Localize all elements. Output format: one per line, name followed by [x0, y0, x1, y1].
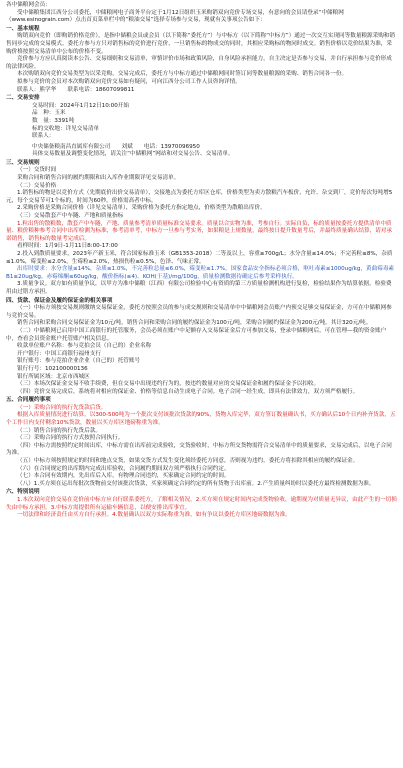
paragraph: （七）本合同有效期内，先出库后入库，有物理合同违约，买家确定合同约定的时间。 [17, 473, 230, 480]
paragraph: 一切法律和经济责任由买方自行承担。4.数量确认以双方实际称重为准，如有争议以委托方库区地磅数据为准。 [17, 512, 291, 519]
paragraph: 联系人： [32, 133, 55, 140]
paragraph: 交易时间：2024年1月12日10:00开始 [32, 102, 129, 109]
paragraph: 标的交收地：详见交易清单 [32, 125, 100, 132]
paragraph: 本次购销双向竞价交易类型为以采竞购，交易完成后，委托方与中标方通过中储粮网同时签订同等数量粮源的采购、销售合同各一份。 [17, 71, 348, 78]
section-heading: 五、合同履约事项 [6, 397, 51, 404]
paragraph: 2.投入到散质量要求，2023年产新玉米，符合国家标准玉米（GB1353-2018）二等及以上，容重≥700g/L；水分含量≤14.0%；不完善粒≤8%，杂质≤1.0%，霉变粒≤2.0%，生霉粒≤2.0%，热损伤粒≤0.5%，色泽、气味正常。 [6, 251, 393, 265]
section-heading: 六、特别说明 [6, 489, 40, 496]
paragraph: （三）采购合同的执行方式按照合同执行。 [17, 435, 124, 442]
paragraph: 开户银行：中国工商银行福州支行 [17, 350, 101, 357]
paragraph: （六）在合同规定的出库期内完成出库验收，合同履约期间双方须严格执行合同约定。 [17, 465, 230, 472]
section-heading: 一、基本规程 [6, 25, 40, 32]
paragraph: （二）交易价格 [17, 182, 57, 189]
paragraph: （三）本场次保证金交易不收手续费，但在交易中出现违约行为的，按违约数量对应的交易保证金和履约保证金予以扣收。 [17, 381, 320, 388]
paragraph: 收款单位账户名称：参与竞拍会员（自己的）企业名称 [17, 343, 152, 350]
paragraph: （一）中标方须按交易规则缴纳交易保证金，委托方按照会员的参与成交规则和交易清单中中储粮网会员账户内预交足够交易保证金，方可在中储粮网参与竞价交易。 [6, 305, 392, 319]
paragraph: 1.粒出售的散粮数，散套产中车隧，产地、质量参考清单质量标准交易要求。质量以合实物为准，考参自行。实际自负，标的质量按委托方提供清单中质量、粮价粮种参考合同中出库检测为标准，参考清单考，中标方一旦参与考实务，如果粮是上规数量，最终按日提升数量考后，并最终质量确认结算，请对承诺销售，销售标的数量考完成后。 [6, 220, 392, 242]
paragraph: （八）1.买方须在运出每批次货物前交付该批次货款，买家须确定合同约定的所有货物于出库前。2.产生质量纠纷时以委托方最终检测数据为准。 [17, 480, 375, 487]
paragraph: 竞价参与方应认真阅读本公告、交易细则和交易清单，审慎评价市场和政策风险，自身风险承担能力，自主决定是否参与交易，并自行承担参与竞价形成的法律风险。 [6, 56, 392, 70]
section-heading: 二、交易安排 [6, 95, 40, 102]
paragraph: 数 量：3391吨 [32, 117, 75, 124]
paragraph: 1.销售标的物是以竞价方式（先期底价出价交易清单），交接地点为委托方库区仓库，价格类型为卖方散粮汽车板价，允许、杂交到厂，竞价每次每吨增5元，每个交易节可1个标的，时间为60秒，价格需高者中标。 [6, 190, 393, 204]
paragraph: 中央储备粮南昌直属库有限公司 刘斌 电话：13970096950 [32, 143, 200, 150]
paragraph: 拟参与竞价的会员对本次购销双向竞价交易如有疑问，可向江西分公司工作人员咨询详情。 [17, 78, 241, 85]
paragraph: 具体交易数量及调整变化情况，请关注“中储粮网”网站和对交易公告、交易清单。 [32, 151, 234, 158]
paragraph: （五）中标方须按照规定的时间和地点交货，如果交货方式发生变化须经委托方同意，否则视为违约，委托方将扣除其相应的履约保证金。 [17, 458, 359, 465]
paragraph: 2.采购价格是采购合同价格（详见交易清单），采购价格为委托方指定地点，价格类型为散粮出库价。 [17, 205, 266, 212]
paragraph: 品 种：玉米 [32, 110, 66, 117]
section-heading: 三、交易规则 [6, 159, 40, 166]
paragraph: （四）竞价交易完成后，系统将对相应的保证金、价格等信息自动生成电子合同。电子合同一经生成，即具有法律效力，双方须严格履行。 [17, 388, 359, 395]
paragraph: （四）中标方需按照约定时间出库，中标方需在出库前完成验收，交货验收时，中标方所交货物需符合交易清单中的质量要求，交易完成后，以电子合同为准。 [6, 442, 392, 457]
paragraph: 根据入库质量情况进行结算，以300-500吨为一个批次支付该批次货款的90%，货物入库完毕，双方签订数量确认书，买方确认后10个日内补齐货款，五个工作日内支付剩余10%货款，数量以买方库区地磅称重为准。 [6, 412, 396, 427]
section-heading: 四、货款、保证金及履约保证金的相关事项 [6, 297, 113, 304]
paragraph: 受中储粮集团江西分公司委托，中储粮网电子商务平台定于1月12日组织玉米购销双向竞价专场交易，有意向的会员请登录“中储粮网（www.esinograin.com）点击首页菜单栏中的“粮油交易”选择专场参与交易，现就有关事项公告如下： [6, 9, 344, 24]
paragraph: 各中储粮网会员： [6, 2, 51, 8]
paragraph: 银行账号：参与竞拍企业企业（自己的）托管账号 [17, 358, 141, 365]
paragraph: 3.质量争议。双方如有质量争议，以甲方为准中储粮（江西）有限公司检验中心有资质的第三方质量检测机构进行复检，检验结果作为结算依据，检验费用由过错方承担。 [6, 281, 392, 295]
paragraph: （一）交货时间 [17, 167, 57, 174]
paragraph: （二）中储粮网已启用中国工商银行的托管服务，会员必须在账户中足额存入交易保证金后方可参加交易，登录中储粮网后，可在管理—我的资金账户中，查看会员资金账户托管账户相关信息。 [6, 327, 387, 342]
paragraph: （一）采购合同的执行先货款后货。 [17, 404, 107, 411]
paragraph: 银行行号：102100000136 [17, 365, 88, 372]
paragraph: 出库时要求：水分含量≤14%，杂质≤1.0%，不完善粒总量≤6.0%，霉变粒≤1.7%，国家食品安全指标必须合格，呕吐毒素≤1000ug/kg，黄曲霉毒素B1≤20ug/kg，赤霉烯酮≤60ug/kg，酸价指标(≤4)、KOH(干基)/mg/100g，质量检测数据待确定后参考采样执行。 [6, 266, 395, 280]
paragraph: 销售合同和采购合同交易保证金为10元/吨，销售合同和采购合同的履约保证金为100元/吨，采购合同履约保证金为200元/吨。其计320元/吨。 [17, 320, 372, 327]
paragraph: 购销双向竞价（即购销价格竞价），是指中储粮会员或会员（以下简称“委托方”）与中标方（以下简称“中标方”）通过一次交互实现同等数量粮源采购和销售同步完成的交易模式。委托方参与方只对销售标的竞价进行竞价，一旦销售标的物成交的同时，其相应采购标的物同时成交。销售价格以竞价结果为准，采购价格按照交易清单中公布的价格不变。 [6, 33, 395, 55]
paragraph: 银行所属区域：北京市西城区 [17, 373, 90, 380]
paragraph: 联系人：熊学华 联系电话：18607099811 [17, 86, 135, 93]
paragraph: （二）销售合同的执行先货后款。 [17, 427, 101, 434]
paragraph: 1.本次双向竞价交易在竞价前中标方应自行联系委托方，了解相关情况。2.买方须在规定时间内完成货物验收，逾期视为对质量无异议，由此产生的一切损失由中标方承担。3.中标方需提供所有运输车辆信息，以便安排出库事宜。 [6, 497, 397, 511]
paragraph: 采购合同和销售合同的履约期限和出入库作业期限详见交易清单。 [17, 175, 180, 182]
paragraph: 看样时间：1月9日-1月11日8:00-17:00 [17, 243, 118, 250]
paragraph: （三）交易散套产中车隧、产地和质量指标 [17, 213, 124, 220]
